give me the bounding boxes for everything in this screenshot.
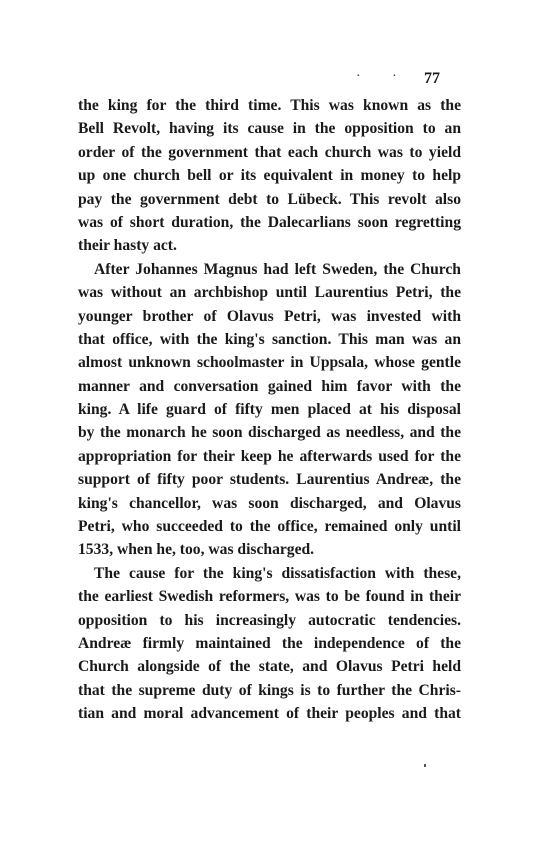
text-line: Andreæ firmly maintained the independence of the [78,634,461,652]
text-line: appropriation for their keep he afterwards used for the [78,447,461,465]
header-marks: · · [356,69,411,84]
text-line: tian and moral advancement of their peoples and that [78,705,461,723]
text-line: king. A life guard of fifty men placed at his disposal [78,401,461,419]
text-line: younger brother of Olavus Petri, was invested with [78,307,461,325]
text-line: opposition to his increasingly autocratic tendencies. [78,611,461,629]
text-line: pay the government debt to Lübeck. This revolt also [78,190,461,208]
text-line: Church alongside of the state, and Olavus Petri held [78,658,461,676]
paragraph-first-line: The cause for the king's dissatisfaction with these, [94,564,461,582]
body-text [78,94,461,726]
paragraph-first-line: After Johannes Magnus had left Sweden, the Church [94,260,461,278]
text-line: was of short duration, the Dalecarlians soon regretting [78,213,461,231]
text-line: the king for the third time. This was known as the [78,97,461,114]
scan-speck [424,764,426,767]
page-number: 77 [424,70,440,87]
text-line: almost unknown schoolmaster in Uppsala, whose gentle [78,354,461,372]
text-line: the earliest Swedish reformers, was to be found in their [78,588,461,606]
text-line: 1533, when he, too, was discharged. [78,541,315,559]
text-line: Petri, who succeeded to the office, remained only until [78,518,461,536]
text-line: manner and conversation gained him favor with the [78,377,461,395]
text-line: their hasty act. [78,237,177,255]
text-line: by the monarch he soon discharged as needless, and the [78,424,461,442]
text-line: that the supreme duty of kings is to further the Chris- [78,681,461,699]
text-line: order of the government that each church was to yield [78,143,461,161]
text-line: Bell Revolt, having its cause in the opposition to an [78,120,461,138]
text-line: that office, with the king's sanction. This man was an [78,330,461,348]
text-line: up one church bell or its equivalent in money to help [78,167,461,185]
text-line: was without an archbishop until Laurentius Petri, the [78,284,461,302]
text-line: support of fifty poor students. Laurentius Andreæ, the [78,471,461,489]
text-line: king's chancellor, was soon discharged, and Olavus [78,494,461,512]
